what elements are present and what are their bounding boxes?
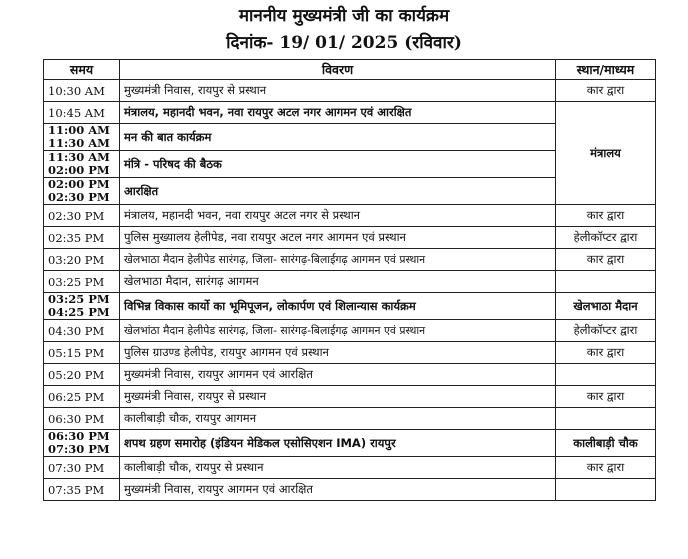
place-cell: कार द्वारा	[556, 205, 656, 227]
place-cell: कार द्वारा	[556, 386, 656, 408]
time-cell: 06:30 PM	[44, 408, 120, 430]
time-cell	[44, 124, 120, 151]
column-header-time: समय	[44, 60, 120, 80]
place-cell: कार द्वारा	[556, 342, 656, 364]
table-row	[44, 408, 656, 430]
place-cell: कार द्वारा	[556, 80, 656, 102]
place-cell: हेलीकॉप्टर द्वारा	[556, 227, 656, 249]
description-cell: मंत्रि - परिषद की बैठक	[120, 151, 556, 178]
time-cell: 02:30 PM	[44, 205, 120, 227]
description-cell: मुख्यमंत्री निवास, रायपुर से प्रस्थान	[120, 386, 556, 408]
description-cell: कालीबाड़ी चौक, रायपुर से प्रस्थान	[120, 457, 556, 479]
time-start: 06:30 PM	[48, 429, 110, 443]
description-cell: खेलभाठा मैदान, सारंगढ़ आगमन	[120, 271, 556, 293]
time-cell: 04:30 PM	[44, 320, 120, 342]
time-cell	[44, 178, 120, 205]
description-cell: खेलभांठा मैदान हेलीपेड सारंगढ़, जिला- सारंगढ़-बिलाईगढ़ आगमन एवं प्रस्थान	[120, 320, 556, 342]
schedule-table	[43, 59, 656, 501]
description-cell	[120, 364, 556, 386]
column-header-description: विवरण	[120, 60, 556, 80]
time-start: 03:25 PM	[48, 292, 110, 306]
place-cell: खेलभाठा मैदान	[556, 293, 656, 320]
page-title: माननीय मुख्यमंत्री जी का कार्यक्रम	[238, 6, 450, 26]
table-row	[44, 205, 656, 227]
time-cell: 10:30 AM	[44, 80, 120, 102]
table-row	[44, 342, 656, 364]
description-cell: मन की बात कार्यक्रम	[120, 124, 556, 151]
description-cell: शपथ ग्रहण समारोह (इंडियन मेडिकल एसोसिएशन IMA) रायपुर	[120, 430, 556, 457]
table-row	[44, 457, 656, 479]
place-cell	[556, 479, 656, 501]
column-header-place: स्थान/माध्यम	[556, 60, 656, 80]
description-cell: आरक्षित	[120, 178, 556, 205]
place-cell: कालीबाड़ी चौक	[556, 430, 656, 457]
place-cell	[556, 408, 656, 430]
time-end: 02:30 PM	[48, 190, 110, 204]
time-end: 02:00 PM	[48, 163, 110, 177]
time-end: 07:30 PM	[48, 442, 110, 456]
table-header-row	[44, 60, 656, 80]
place-cell-merged	[556, 102, 656, 205]
time-cell: 05:15 PM	[44, 342, 120, 364]
description-cell: पुलिस मुख्यालय हेलीपेड, नवा रायपुर अटल नगर आगमन एवं प्रस्थान	[120, 227, 556, 249]
description-cell: मुख्यमंत्री निवास, रायपुर से प्रस्थान	[120, 80, 556, 102]
description-cell: मुख्यमंत्री निवास, रायपुर आगमन एवं आरक्षित	[120, 479, 556, 501]
table-row	[44, 271, 656, 293]
time-cell: 10:45 AM	[44, 102, 120, 124]
description-cell: मंत्रालय, महानदी भवन, नवा रायपुर अटल नगर आगमन एवं आरक्षित	[120, 102, 556, 124]
table-row	[44, 364, 656, 386]
time-cell: 07:35 PM	[44, 479, 120, 501]
table-row	[44, 227, 656, 249]
table-row	[44, 293, 656, 320]
place-cell	[556, 271, 656, 293]
time-end: 11:30 AM	[48, 136, 110, 150]
time-start: 02:00 PM	[48, 177, 110, 191]
table-row	[44, 386, 656, 408]
place-cell: कार द्वारा	[556, 457, 656, 479]
place-cell	[556, 364, 656, 386]
time-cell: 05:20 PM	[44, 364, 120, 386]
table-row	[44, 80, 656, 102]
place-label: मंत्रालय	[590, 145, 621, 160]
time-cell	[44, 151, 120, 178]
time-start: 11:30 AM	[48, 150, 110, 164]
table-row	[44, 479, 656, 501]
description-cell: पुलिस ग्राउण्ड हेलीपेड, रायपुर आगमन एवं प्रस्थान	[120, 342, 556, 364]
time-cell	[44, 293, 120, 320]
place-cell: हेलीकॉप्टर द्वारा	[556, 320, 656, 342]
time-cell: 02:35 PM	[44, 227, 120, 249]
time-start: 11:00 AM	[48, 123, 110, 137]
table-row	[44, 102, 656, 124]
table-row	[44, 320, 656, 342]
table-row	[44, 430, 656, 457]
time-cell: 07:30 PM	[44, 457, 120, 479]
date-line: दिनांक- 19/ 01/ 2025 (रविवार)	[226, 33, 462, 53]
description-text: मुख्यमंत्री निवास, रायपुर आगमन एवं आरक्षित	[124, 367, 313, 381]
description-cell: मंत्रालय, महानदी भवन, नवा रायपुर अटल नगर से प्रस्थान	[120, 205, 556, 227]
description-cell: कालीबाड़ी चौक, रायपुर आगमन	[120, 408, 556, 430]
description-cell: विभिन्न विकास कार्यो का भूमिपूजन, लोकार्पण एवं शिलान्यास कार्यक्रम	[120, 293, 556, 320]
time-end: 04:25 PM	[48, 305, 110, 319]
table-row	[44, 249, 656, 271]
description-cell: खेलभाठा मैदान हेलीपेड सारंगढ़, जिला- सारंगढ़-बिलाईगढ़ आगमन एवं प्रस्थान	[120, 249, 556, 271]
time-cell: 03:25 PM	[44, 271, 120, 293]
place-cell: कार द्वारा	[556, 249, 656, 271]
time-cell: 06:25 PM	[44, 386, 120, 408]
time-cell: 03:20 PM	[44, 249, 120, 271]
time-cell	[44, 430, 120, 457]
